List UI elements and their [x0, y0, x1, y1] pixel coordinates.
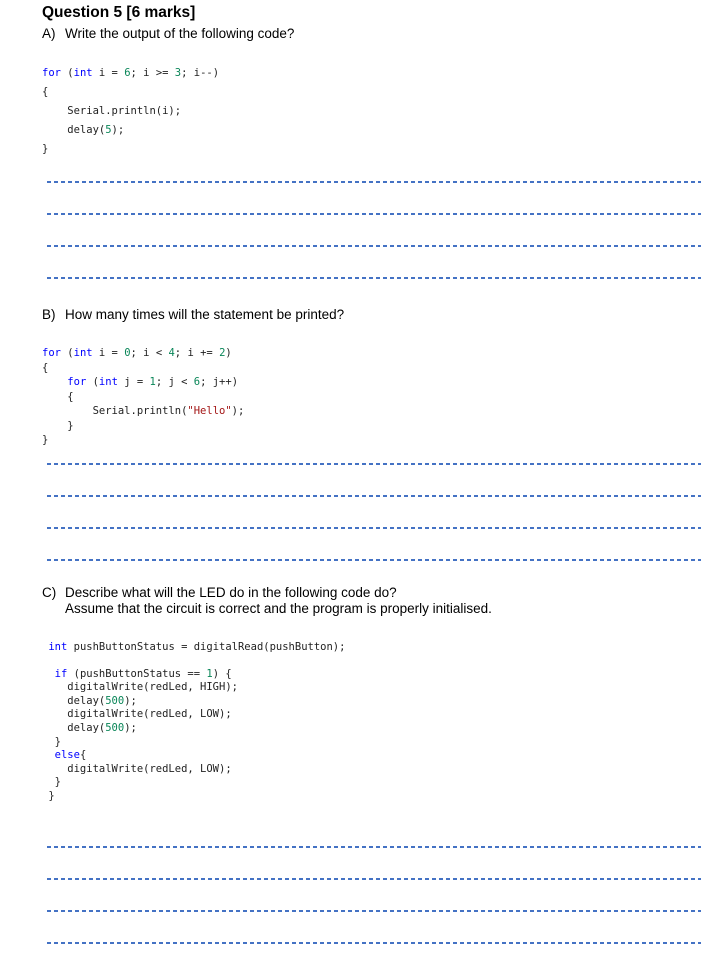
code-text: ( — [86, 376, 99, 388]
code-text: ; i >= — [130, 66, 175, 79]
code-number: 5 — [105, 123, 112, 136]
question-title: Question 5 [6 marks] — [42, 4, 196, 21]
code-line — [42, 419, 701, 434]
answer-line — [42, 880, 701, 912]
answer-line — [42, 497, 701, 529]
code-text: ; i += — [174, 347, 220, 359]
code-line — [42, 375, 701, 390]
code-text: j = — [117, 376, 150, 388]
code-line — [42, 346, 701, 361]
answer-line — [42, 465, 701, 497]
code-text: digitalWrite(redLed, LOW); — [42, 762, 232, 775]
answer-line — [42, 448, 701, 465]
code-text: (pushButtonStatus == — [67, 667, 207, 680]
code-keyword: int — [98, 376, 118, 388]
code-number: 1 — [206, 667, 213, 680]
code-number: 1 — [149, 376, 156, 388]
code-text: i = — [92, 347, 125, 359]
code-text: ); — [124, 722, 137, 735]
code-text: digitalWrite(redLed, HIGH); — [42, 681, 238, 694]
code-text: ); — [231, 405, 245, 417]
section-a — [42, 26, 701, 279]
question-c — [42, 585, 701, 618]
code-text: i = — [92, 66, 125, 79]
code-text: { — [42, 361, 49, 374]
code-text: ) { — [212, 667, 232, 680]
code-text: ( — [60, 347, 74, 359]
code-number: 6 — [193, 376, 201, 388]
code-text: delay( — [42, 694, 106, 707]
answer-line — [42, 529, 701, 561]
code-line — [42, 736, 701, 750]
code-text: ); — [111, 123, 125, 136]
code-text: pushButtonStatus = digitalRead(pushButton); — [67, 640, 346, 653]
code-keyword: for — [67, 376, 87, 388]
code-text — [42, 749, 55, 761]
code-keyword: for — [42, 347, 61, 359]
code-text: } — [42, 735, 61, 748]
code-number: 500 — [105, 722, 125, 735]
code-text: } — [42, 776, 61, 789]
code-line — [42, 722, 701, 736]
section-c — [42, 585, 701, 944]
code-block-b — [42, 346, 701, 448]
code-line — [42, 776, 701, 790]
code-keyword: for — [42, 66, 61, 79]
code-keyword: int — [73, 347, 93, 359]
question-text — [65, 585, 701, 618]
answer-lines — [42, 159, 701, 279]
code-line — [42, 404, 701, 419]
code-text: delay( — [42, 123, 106, 136]
code-line — [42, 433, 701, 448]
code-text — [42, 376, 67, 388]
code-block-c — [42, 641, 701, 804]
code-text: } — [42, 142, 49, 155]
code-keyword: int — [73, 66, 93, 79]
code-line — [42, 64, 701, 83]
code-keyword: int — [48, 640, 68, 653]
code-text: } — [42, 419, 74, 432]
code-number: 0 — [124, 347, 131, 359]
answer-line — [42, 183, 701, 215]
question-line: Write the output of the following code? — [65, 26, 295, 41]
code-number: 3 — [174, 66, 182, 79]
code-line — [42, 681, 701, 695]
answer-line — [42, 159, 701, 183]
code-number: 4 — [168, 347, 175, 359]
question-label: A) — [42, 26, 56, 41]
code-text: } — [42, 790, 55, 803]
code-line — [42, 102, 701, 121]
code-line — [42, 361, 701, 376]
answer-lines — [42, 804, 701, 944]
code-text: ; i < — [130, 347, 169, 359]
code-line — [42, 695, 701, 709]
code-line — [42, 140, 701, 159]
code-text: ); — [124, 694, 137, 707]
code-number: 2 — [219, 347, 226, 359]
code-text: ; i--) — [181, 66, 220, 79]
code-line — [42, 668, 701, 682]
question-line: How many times will the statement be printed? — [65, 306, 345, 322]
code-line — [42, 749, 701, 763]
question-line: Describe what will the LED do in the following code do? — [65, 584, 397, 600]
question-b — [42, 307, 701, 324]
code-keyword: else — [54, 749, 80, 762]
code-string: "Hello" — [187, 405, 232, 417]
code-text: ; j++) — [200, 376, 239, 388]
code-line — [42, 763, 701, 777]
question-a — [42, 26, 701, 43]
answer-line — [42, 804, 701, 848]
answer-line — [42, 215, 701, 247]
code-line — [42, 790, 701, 804]
code-text: { — [42, 390, 74, 403]
code-text: ( — [60, 66, 74, 79]
code-text: Serial.println(i); — [42, 104, 182, 117]
code-line — [42, 390, 701, 405]
answer-line — [42, 848, 701, 880]
section-b — [42, 307, 701, 561]
code-keyword: if — [54, 667, 68, 680]
code-line — [42, 641, 701, 655]
question-line: Assume that the circuit is correct and the program is properly initialised. — [65, 601, 492, 616]
code-text: Serial.println( — [42, 405, 188, 417]
code-text: digitalWrite(redLed, LOW); — [42, 708, 232, 721]
code-text: } — [42, 434, 49, 446]
code-text: { — [42, 85, 49, 98]
answer-line — [42, 247, 701, 279]
code-line — [42, 121, 701, 140]
code-number: 6 — [124, 66, 131, 79]
question-text — [65, 26, 701, 43]
code-text: delay( — [42, 722, 106, 735]
question-text — [65, 307, 701, 324]
code-text: { — [79, 749, 87, 762]
question-label: C) — [42, 584, 57, 600]
code-text — [42, 668, 55, 680]
code-line — [42, 708, 701, 722]
code-text: ; j < — [155, 376, 194, 388]
code-number: 500 — [105, 694, 125, 707]
code-block-a — [42, 64, 701, 159]
code-line — [42, 83, 701, 102]
question-label: B) — [42, 306, 56, 322]
code-line — [42, 654, 701, 668]
answer-lines — [42, 448, 701, 561]
code-text: ) — [225, 347, 232, 359]
answer-line — [42, 912, 701, 944]
sections-container — [42, 26, 701, 944]
